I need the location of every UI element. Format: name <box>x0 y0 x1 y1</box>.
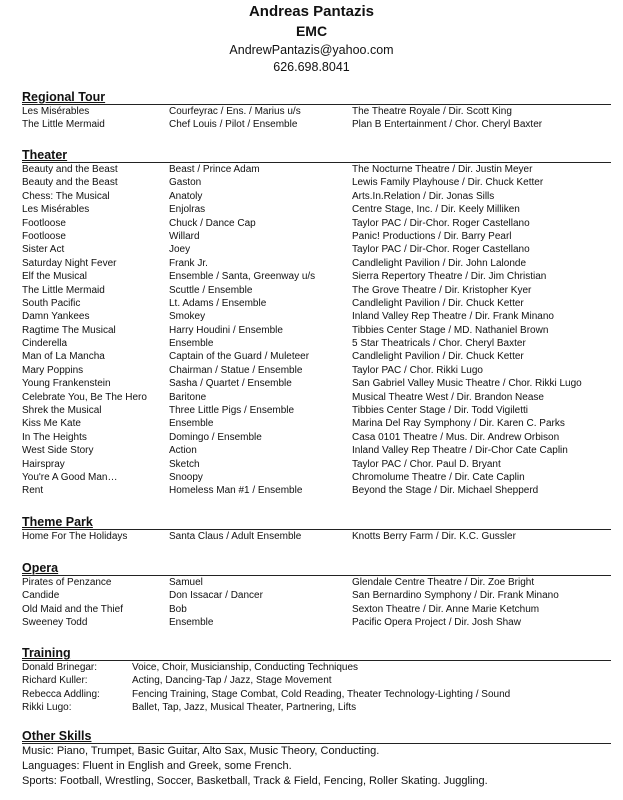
role: Ensemble <box>169 338 214 350</box>
role: Captain of the Guard / Muleteer <box>169 351 310 363</box>
show-title: Kiss Me Kate <box>22 418 81 430</box>
role: Scuttle / Ensemble <box>169 284 253 296</box>
credit-row <box>22 257 611 270</box>
credit-list <box>22 530 611 543</box>
credit-list <box>22 105 611 132</box>
show-title: Celebrate You, Be The Hero <box>22 391 147 403</box>
show-title: South Pacific <box>22 297 81 309</box>
credit-row <box>22 458 611 471</box>
show-title: Home For The Holidays <box>22 531 128 542</box>
role: Harry Houdini / Ensemble <box>169 324 283 336</box>
show-title: The Little Mermaid <box>22 119 105 131</box>
company: Tibbies Center Stage / Dir. Todd Vigiletti <box>352 405 529 417</box>
training-row <box>22 701 611 714</box>
credit-row <box>22 484 611 497</box>
instructor: Rikki Lugo: <box>22 702 72 714</box>
role: Lt. Adams / Ensemble <box>169 297 267 309</box>
show-title: Footloose <box>22 230 66 242</box>
credit-row <box>22 176 611 189</box>
role: Sketch <box>169 458 200 470</box>
show-title: Shrek the Musical <box>22 405 102 417</box>
credit-row <box>22 163 611 176</box>
role: Willard <box>169 230 200 242</box>
credit-row <box>22 190 611 203</box>
section-title: Theme Park <box>22 515 611 530</box>
training-topics: Voice, Choir, Musicianship, Conducting Techniques <box>132 662 359 673</box>
company: Candlelight Pavilion / Dir. Chuck Ketter <box>352 351 524 363</box>
show-title: Les Misérables <box>22 106 90 117</box>
show-title: Footloose <box>22 217 66 229</box>
company: Taylor PAC / Dir-Chor. Roger Castellano <box>352 217 530 229</box>
credit-row <box>22 217 611 230</box>
show-title: Mary Poppins <box>22 364 84 376</box>
role: Beast / Prince Adam <box>169 164 260 175</box>
regional-tour-section <box>22 90 611 132</box>
training-topics: Ballet, Tap, Jazz, Musical Theater, Partnering, Lifts <box>132 702 357 714</box>
role: Chef Louis / Pilot / Ensemble <box>169 119 298 131</box>
role: Action <box>169 445 197 457</box>
credit-list <box>22 163 611 498</box>
credit-row <box>22 270 611 283</box>
role: Santa Claus / Adult Ensemble <box>169 531 302 542</box>
training-row <box>22 674 611 687</box>
company: San Gabriel Valley Music Theatre / Chor. Rikki Lugo <box>352 378 582 390</box>
company: The Grove Theatre / Dir. Kristopher Kyer <box>352 284 532 296</box>
company: Tibbies Center Stage / MD. Nathaniel Brown <box>352 324 549 336</box>
company: The Nocturne Theatre / Dir. Justin Meyer <box>352 164 533 175</box>
show-title: Chess: The Musical <box>22 190 110 202</box>
company: Taylor PAC / Dir-Chor. Roger Castellano <box>352 244 530 256</box>
credit-row <box>22 530 611 543</box>
company: Candlelight Pavilion / Dir. Chuck Ketter <box>352 297 524 309</box>
show-title: Hairspray <box>22 458 65 470</box>
role: Smokey <box>169 311 206 323</box>
company: Lewis Family Playhouse / Dir. Chuck Ketter <box>352 177 544 189</box>
credit-row <box>22 297 611 310</box>
credit-row <box>22 324 611 337</box>
company: Pacific Opera Project / Dir. Josh Shaw <box>352 617 521 629</box>
company: Musical Theatre West / Dir. Brandon Nease <box>352 391 544 403</box>
training-row <box>22 661 611 674</box>
show-title: Young Frankenstein <box>22 378 111 390</box>
company: Inland Valley Rep Theatre / Dir. Frank Minano <box>352 311 554 323</box>
section-title: Theater <box>22 148 611 163</box>
company: Taylor PAC / Chor. Paul D. Bryant <box>352 458 501 470</box>
show-title: Les Misérables <box>22 204 90 216</box>
skills-list <box>22 744 611 789</box>
credit-row <box>22 589 611 602</box>
role: Snoopy <box>169 471 203 483</box>
show-title: Saturday Night Fever <box>22 257 117 269</box>
credit-row <box>22 118 611 131</box>
company: Marina Del Ray Symphony / Dir. Karen C. Parks <box>352 418 565 430</box>
company: Casa 0101 Theatre / Mus. Dir. Andrew Orbison <box>352 431 560 443</box>
role: Domingo / Ensemble <box>169 431 262 443</box>
credit-row <box>22 576 611 589</box>
instructor: Richard Kuller: <box>22 675 88 687</box>
role: Samuel <box>169 577 203 588</box>
show-title: Sweeney Todd <box>22 617 88 629</box>
training-list <box>22 661 611 715</box>
show-title: Rent <box>22 485 44 497</box>
credit-row <box>22 310 611 323</box>
company: The Theatre Royale / Dir. Scott King <box>352 106 512 117</box>
company: Candlelight Pavilion / Dir. John Lalonde <box>352 257 526 269</box>
role: Ensemble <box>169 617 214 629</box>
credit-row <box>22 404 611 417</box>
credit-row <box>22 391 611 404</box>
role: Baritone <box>169 391 207 403</box>
instructor: Rebecca Addling: <box>22 688 100 700</box>
role: Gaston <box>169 177 202 189</box>
credit-row <box>22 603 611 616</box>
email-address: AndrewPantazis@yahoo.com <box>229 43 394 57</box>
company: Panic! Productions / Dir. Barry Pearl <box>352 230 512 242</box>
show-title: Elf the Musical <box>22 271 88 283</box>
credit-row <box>22 350 611 363</box>
union-affiliation: EMC <box>295 23 328 39</box>
show-title: The Little Mermaid <box>22 284 105 296</box>
role: Ensemble <box>169 418 214 430</box>
credit-row <box>22 203 611 216</box>
show-title: In The Heights <box>22 431 87 443</box>
company: Beyond the Stage / Dir. Michael Shepperd <box>352 485 539 497</box>
company: Centre Stage, Inc. / Dir. Keely Milliken <box>352 204 520 216</box>
section-title: Training <box>22 646 611 661</box>
role: Frank Jr. <box>169 257 208 269</box>
instructor: Donald Brinegar: <box>22 662 98 673</box>
show-title: Cinderella <box>22 338 68 350</box>
company: 5 Star Theatricals / Chor. Cheryl Baxter <box>352 338 526 350</box>
opera-section <box>22 561 611 630</box>
skill-line: Music: Piano, Trumpet, Basic Guitar, Alto Sax, Music Theory, Conducting. <box>22 745 380 757</box>
credit-list <box>22 576 611 630</box>
credit-row <box>22 444 611 457</box>
role: Enjolras <box>169 204 206 216</box>
section-title: Other Skills <box>22 729 611 744</box>
role: Homeless Man #1 / Ensemble <box>169 485 303 497</box>
show-title: Man of La Mancha <box>22 351 105 363</box>
skill-line: Languages: Fluent in English and Greek, some French. <box>22 760 292 772</box>
role: Ensemble / Santa, Greenway u/s <box>169 271 316 283</box>
credit-row <box>22 616 611 629</box>
training-topics: Fencing Training, Stage Combat, Cold Reading, Theater Technology-Lighting / Sound <box>132 688 511 700</box>
role: Anatoly <box>169 190 203 202</box>
role: Courfeyrac / Ens. / Marius u/s <box>169 106 301 117</box>
theater-section <box>22 148 611 498</box>
theme-park-section <box>22 515 611 543</box>
show-title: You're A Good Man… <box>22 471 118 483</box>
company: Sierra Repertory Theatre / Dir. Jim Christian <box>352 271 547 283</box>
credit-row <box>22 230 611 243</box>
training-topics: Acting, Dancing-Tap / Jazz, Stage Movement <box>132 675 332 687</box>
skill-line: Sports: Football, Wrestling, Soccer, Basketball, Track & Field, Fencing, Roller Skating. Juggling. <box>22 775 488 787</box>
role: Chuck / Dance Cap <box>169 217 256 229</box>
credit-row <box>22 364 611 377</box>
role: Chairman / Statue / Ensemble <box>169 364 303 376</box>
company: Taylor PAC / Chor. Rikki Lugo <box>352 364 483 376</box>
credit-row <box>22 431 611 444</box>
show-title: West Side Story <box>22 445 94 457</box>
company: San Bernardino Symphony / Dir. Frank Minano <box>352 590 559 602</box>
show-title: Beauty and the Beast <box>22 164 118 175</box>
training-section <box>22 646 611 715</box>
phone-number: 626.698.8041 <box>273 60 350 74</box>
other-skills-section <box>22 729 611 789</box>
role: Sasha / Quartet / Ensemble <box>169 378 292 390</box>
company: Glendale Centre Theatre / Dir. Zoe Bright <box>352 577 535 588</box>
credit-row <box>22 471 611 484</box>
section-title: Regional Tour <box>22 90 611 105</box>
show-title: Damn Yankees <box>22 311 90 323</box>
company: Knotts Berry Farm / Dir. K.C. Gussler <box>352 531 516 542</box>
credit-row <box>22 243 611 256</box>
show-title: Beauty and the Beast <box>22 177 118 189</box>
company: Chromolume Theatre / Dir. Cate Caplin <box>352 471 525 483</box>
credit-row <box>22 337 611 350</box>
credit-row <box>22 105 611 118</box>
actor-name: Andreas Pantazis <box>248 3 375 20</box>
company: Plan B Entertainment / Chor. Cheryl Baxter <box>352 119 543 131</box>
role: Joey <box>169 244 191 256</box>
role: Bob <box>169 603 187 615</box>
company: Sexton Theatre / Dir. Anne Marie Ketchum <box>352 603 540 615</box>
company: Inland Valley Rep Theatre / Dir-Chor Cate Caplin <box>352 445 568 457</box>
role: Three Little Pigs / Ensemble <box>169 405 295 417</box>
show-title: Ragtime The Musical <box>22 324 116 336</box>
credit-row <box>22 284 611 297</box>
show-title: Old Maid and the Thief <box>22 603 123 615</box>
show-title: Sister Act <box>22 244 65 256</box>
section-title: Opera <box>22 561 611 576</box>
training-row <box>22 688 611 701</box>
company: Arts.In.Relation / Dir. Jonas Sills <box>352 190 495 202</box>
credit-row <box>22 377 611 390</box>
show-title: Candide <box>22 590 60 602</box>
show-title: Pirates of Penzance <box>22 577 112 588</box>
role: Don Issacar / Dancer <box>169 590 263 602</box>
credit-row <box>22 417 611 430</box>
